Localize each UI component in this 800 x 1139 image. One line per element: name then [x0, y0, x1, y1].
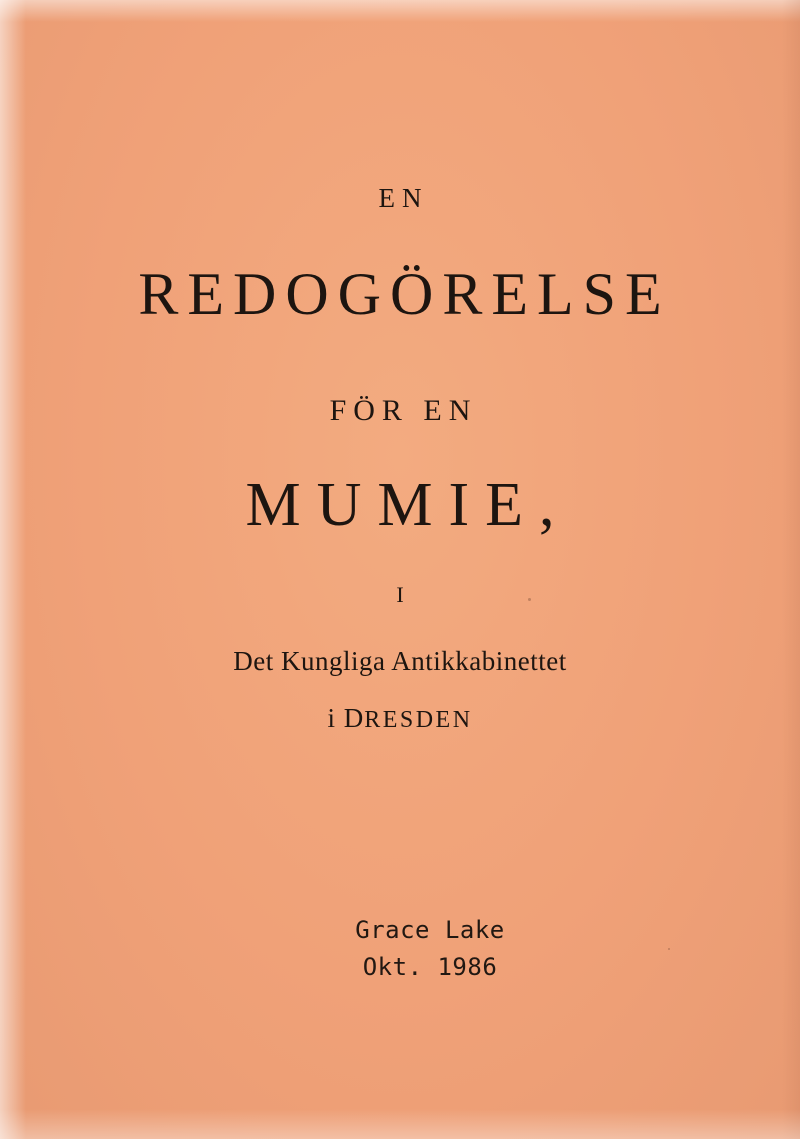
imprint-block	[0, 912, 800, 986]
subtitle-city-rest: RESDEN	[364, 707, 473, 733]
subtitle-city-initial: D	[343, 703, 365, 733]
title-line-main: REDOGÖRELSE	[138, 261, 671, 327]
subtitle-city-prefix: i	[327, 703, 344, 733]
paper-edge-top	[0, 0, 800, 22]
imprint-date: Okt. 1986	[362, 953, 498, 982]
title-line-en: EN	[378, 183, 429, 213]
volume-numeral: I	[396, 582, 408, 607]
subtitle-city	[0, 705, 800, 732]
title-line-for-en: FÖR EN	[329, 394, 478, 427]
subtitle-institution: Det Kungliga Antikkabinettet	[233, 646, 567, 676]
title-block	[0, 185, 800, 732]
paper-edge-bottom	[0, 1109, 800, 1139]
title-line-mumie: MUMIE,	[245, 471, 571, 539]
imprint-place: Grace Lake	[355, 916, 505, 944]
